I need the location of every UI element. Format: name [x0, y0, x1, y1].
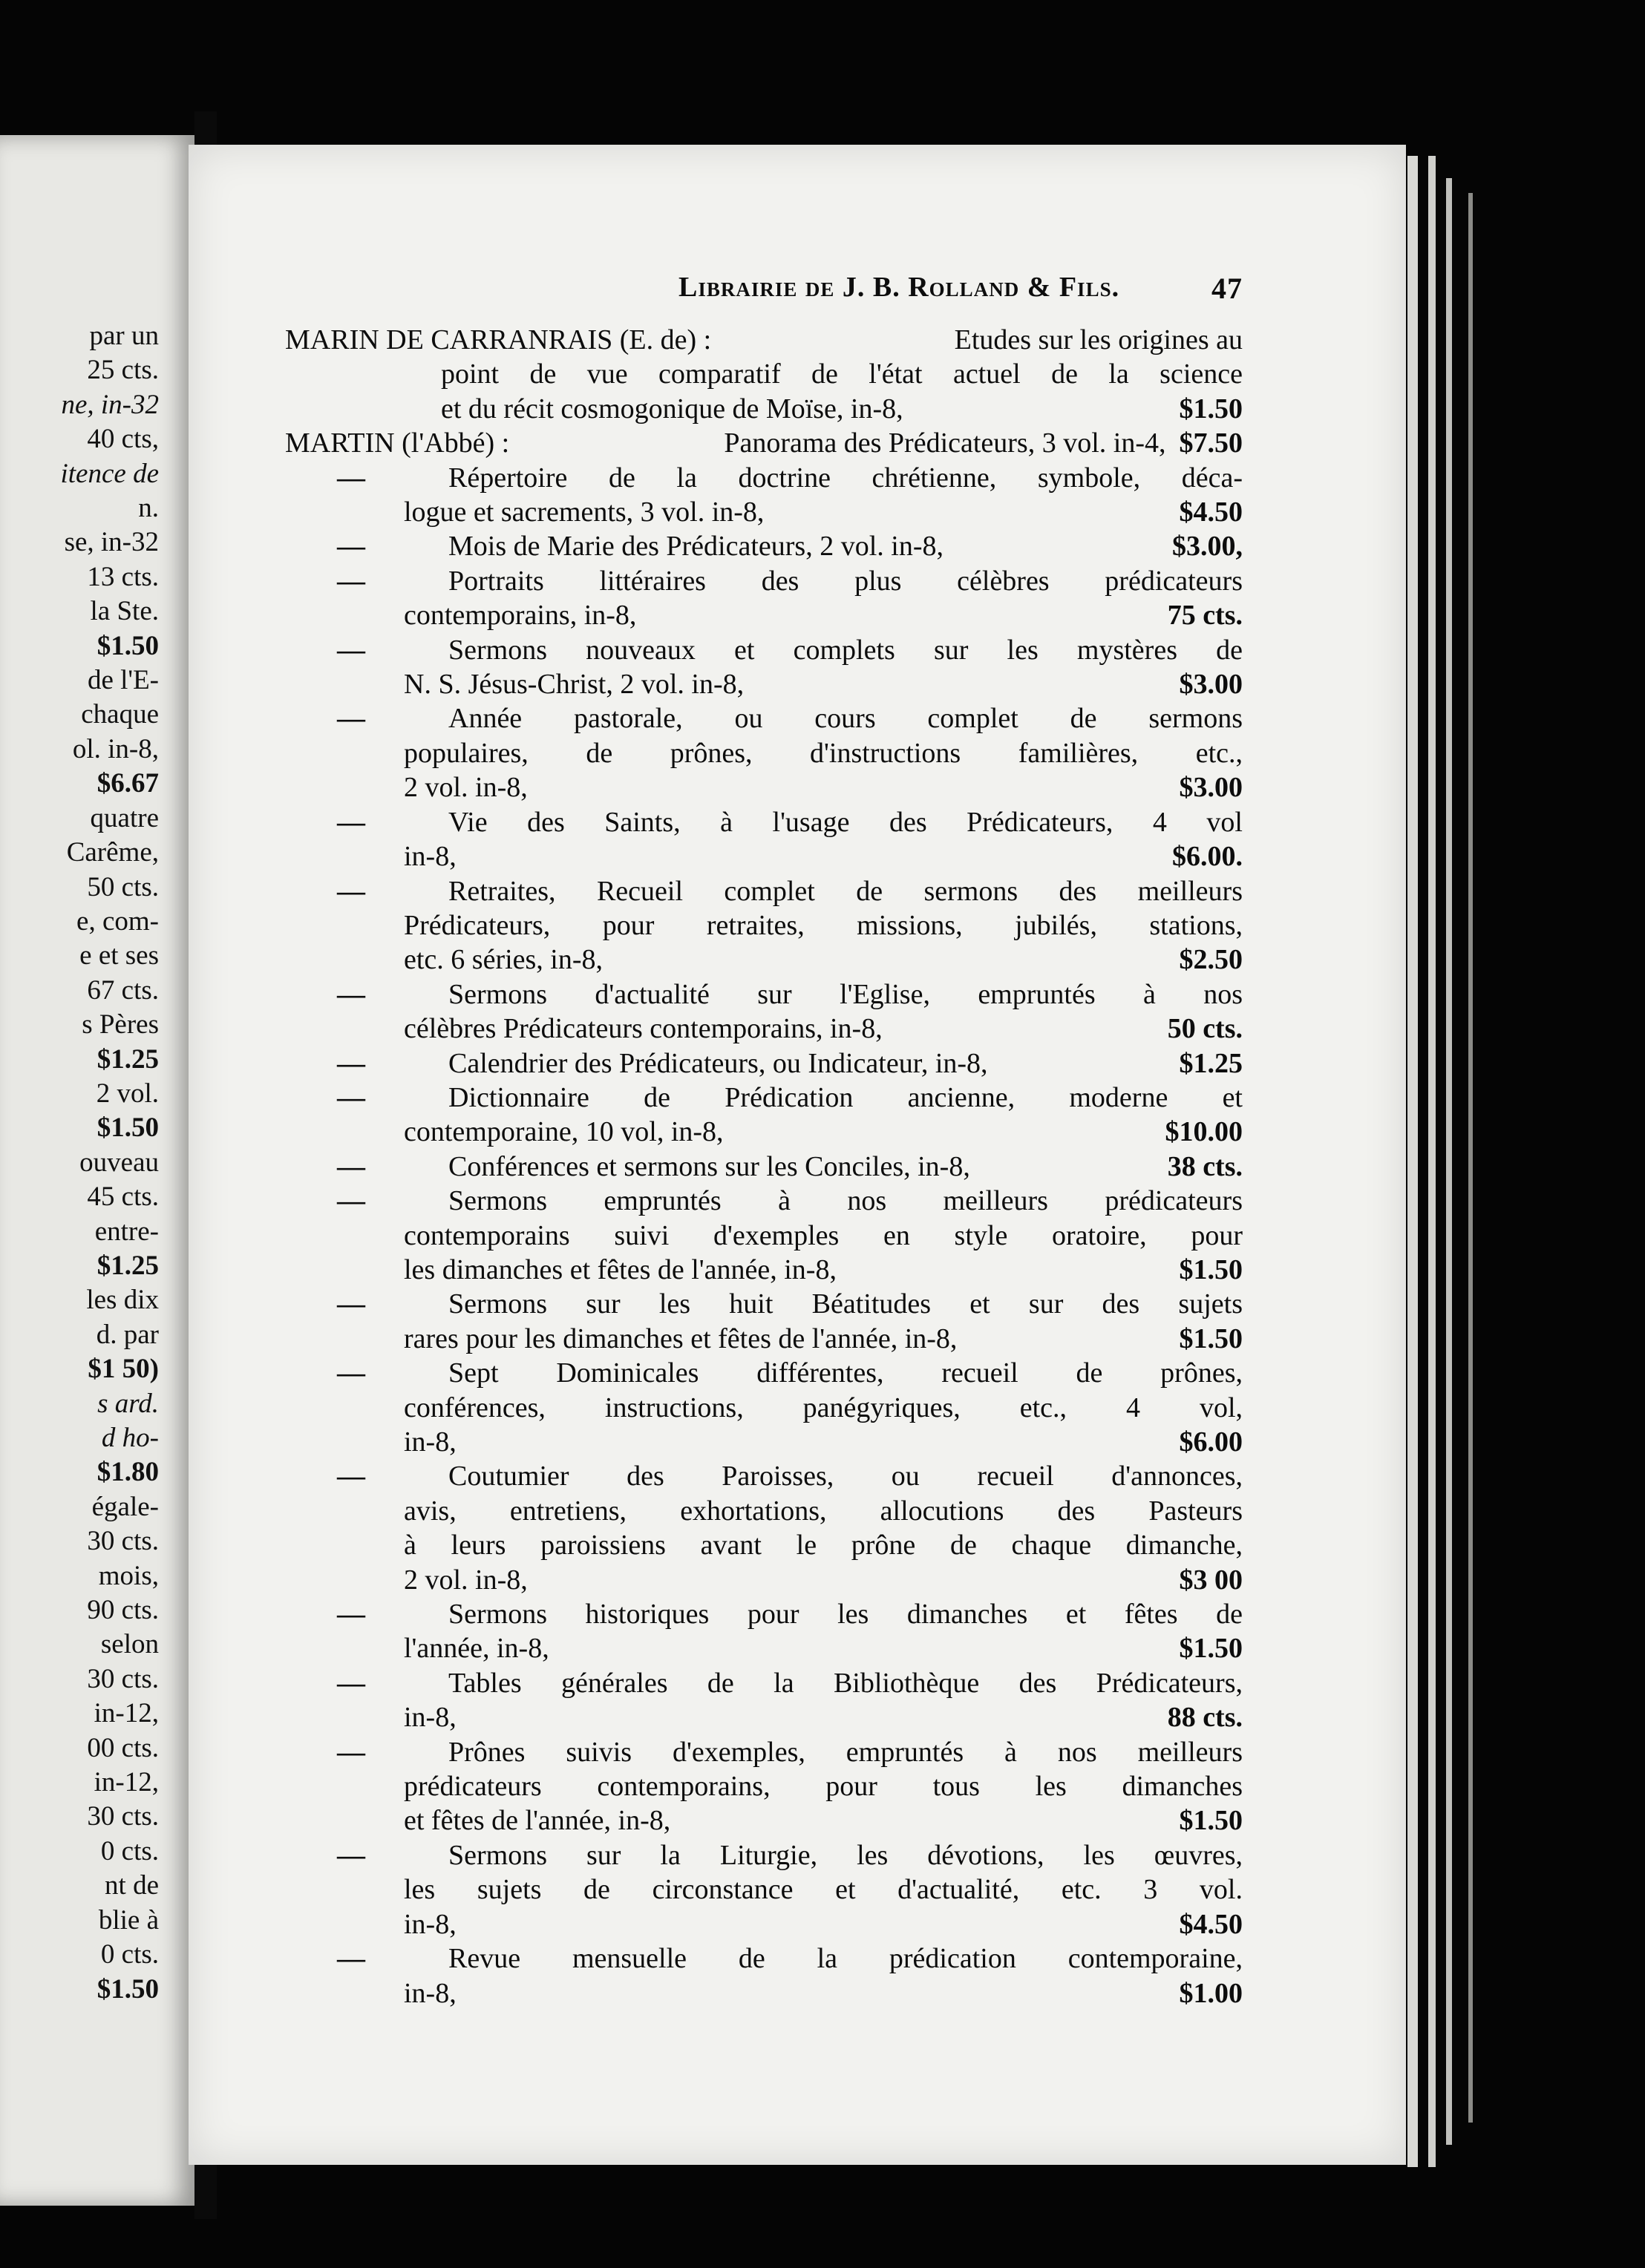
ditto-dash: — [337, 703, 365, 735]
left-page-line: $1.50 [97, 1112, 159, 1144]
entry-last-line [285, 770, 1243, 804]
catalog-entry [285, 1184, 1243, 1287]
left-page-line: 2 vol. [96, 1078, 159, 1109]
left-page-line: quatre [90, 802, 159, 833]
page-edge [1428, 156, 1436, 2167]
entry-line: Sermons sur la Liturgie, les dévotions, les œuvres, [448, 1839, 1243, 1871]
entry-last-line [285, 1150, 1243, 1184]
entry-text: Mois de Marie des Prédicateurs, 2 vol. in-8, [448, 531, 943, 563]
entry-last-line [285, 839, 1243, 874]
left-page-line: Carême, [66, 837, 159, 868]
entry-last-line [285, 1803, 1243, 1838]
left-facing-page [0, 135, 194, 2206]
entry-line: Tables générales de la Bibliothèque des Prédicateurs, [448, 1667, 1243, 1699]
entry-last-line [285, 495, 1243, 529]
left-page-line: $1.50 [97, 630, 159, 661]
left-page-line: itence de [60, 458, 159, 489]
entry-last-line [285, 1976, 1243, 2010]
entry-line: Sermons sur les huit Béatitudes et sur des sujets [448, 1288, 1243, 1320]
entry-last-line [285, 1700, 1243, 1734]
entry-price: $1.00 [1179, 1977, 1243, 2009]
entry-text: Panorama des Prédicateurs, 3 vol. in-4, [724, 427, 1166, 459]
left-page-line: selon [100, 1629, 159, 1660]
left-page-line: in-12, [94, 1698, 159, 1729]
entry-text: in-8, [404, 1426, 457, 1458]
ditto-dash: — [337, 1185, 365, 1217]
left-page-line: 13 cts. [87, 561, 159, 592]
left-page-line: s ard. [97, 1388, 159, 1419]
entry-line: Prédicateurs, pour retraites, missions, jubilés, stations, [404, 909, 1243, 941]
entry-line: populaires, de prônes, d'instructions familières, etc., [404, 737, 1243, 769]
entry-text: contemporaine, 10 vol, in-8, [404, 1116, 724, 1148]
left-page-line: par un [89, 321, 159, 351]
entry-price: $6.00 [1179, 1426, 1243, 1458]
left-page-line: chaque [81, 699, 159, 730]
entry-last-line [285, 598, 1243, 632]
entry-last-line [285, 1012, 1243, 1046]
catalog-entries [285, 323, 1243, 2010]
left-page-line: d ho- [101, 1423, 159, 1453]
catalog-entry [285, 874, 1243, 977]
catalog-entry [285, 1666, 1243, 1735]
left-page-line: $1.25 [97, 1250, 159, 1281]
left-page-line: e, com- [76, 905, 159, 937]
entry-price: $3.00, [1172, 531, 1243, 563]
entry-line: Sept Dominicales différentes, recueil de prônes, [448, 1357, 1243, 1389]
catalog-entry [285, 1081, 1243, 1150]
catalog-page [189, 145, 1406, 2165]
left-page-line: entre- [94, 1216, 159, 1247]
catalog-entry [285, 977, 1243, 1046]
entry-text: l'année, in-8, [404, 1633, 549, 1665]
entry-text: contemporains, in-8, [404, 600, 637, 632]
left-page-line: $6.67 [97, 768, 159, 799]
entry-line: les sujets de circonstance et d'actualité, etc. 3 vol. [404, 1874, 1243, 1906]
catalog-entry [285, 1150, 1243, 1184]
entry-last-line [285, 667, 1243, 701]
ditto-dash: — [337, 1047, 365, 1079]
left-page-text-column [0, 319, 159, 2007]
catalog-entry [285, 1838, 1243, 1941]
entry-last-line [285, 426, 1243, 460]
left-page-line: ouveau [79, 1147, 159, 1178]
ditto-dash: — [337, 634, 365, 666]
left-page-line: 30 cts. [87, 1663, 159, 1694]
entry-line: Revue mensuelle de la prédication contemporaine, [448, 1943, 1243, 1975]
page-content [189, 145, 1406, 2165]
page-edge [1446, 178, 1452, 2145]
entry-price: $1.50 [1179, 1323, 1243, 1354]
left-page-line: 67 cts. [87, 974, 159, 1006]
entry-last-line [285, 1046, 1243, 1081]
page-edge [1407, 156, 1418, 2167]
entry-line: prédicateurs contemporains, pour tous les dimanches [404, 1771, 1243, 1803]
entry-price: $1.50 [1179, 1253, 1243, 1285]
catalog-entry [285, 1356, 1243, 1459]
entry-line: Sermons historiques pour les dimanches et fêtes de [448, 1599, 1243, 1630]
entry-last-line [285, 392, 1243, 426]
left-page-line: $1.50 [97, 1973, 159, 2005]
left-page-line: ol. in-8, [72, 733, 159, 764]
catalog-entry [285, 1735, 1243, 1838]
entry-text: logue et sacrements, 3 vol. in-8, [404, 496, 765, 528]
left-page-line: 00 cts. [87, 1732, 159, 1763]
left-page-line: 30 cts. [87, 1526, 159, 1557]
entry-last-line [285, 1253, 1243, 1287]
entry-line: Retraites, Recueil complet de sermons des meilleurs [448, 875, 1243, 907]
entry-price: $1.50 [1179, 1633, 1243, 1665]
entry-line: Vie des Saints, à l'usage des Prédicateurs, 4 vol [448, 806, 1243, 838]
entry-line: à leurs paroissiens avant le prône de chaque dimanche, [404, 1530, 1243, 1561]
catalog-entry [285, 564, 1243, 633]
entry-price: $3 00 [1179, 1564, 1243, 1596]
entry-line: Sermons empruntés à nos meilleurs prédicateurs [448, 1185, 1243, 1217]
catalog-entry [285, 1459, 1243, 1597]
page-edge [1468, 193, 1473, 2123]
entry-line: Prônes suivis d'exemples, empruntés à nos meilleurs [448, 1736, 1243, 1768]
left-page-line: $1 50) [88, 1354, 159, 1385]
left-page-line: 45 cts. [87, 1181, 159, 1213]
catalog-entry [285, 805, 1243, 874]
entry-last-line [285, 529, 1243, 563]
entry-text: les dimanches et fêtes de l'année, in-8, [404, 1253, 837, 1285]
catalog-entry [285, 426, 1243, 460]
left-page-line: ne, in-32 [61, 389, 159, 420]
ditto-dash: — [337, 1461, 365, 1492]
entry-price: $1.50 [1179, 1805, 1243, 1837]
left-page-line: se, in-32 [64, 527, 159, 558]
left-page-line: e et ses [79, 940, 159, 971]
entry-price: $10.00 [1165, 1116, 1243, 1148]
ditto-dash: — [337, 531, 365, 563]
ditto-dash: — [337, 1667, 365, 1699]
ditto-dash: — [337, 1943, 365, 1975]
entry-last-line [285, 943, 1243, 977]
ditto-dash: — [337, 806, 365, 838]
entry-price: 75 cts. [1167, 600, 1243, 632]
catalog-entry [285, 1046, 1243, 1081]
ditto-dash: — [337, 1288, 365, 1320]
entry-text: in-8, [404, 1908, 457, 1940]
entry-last-line [285, 1631, 1243, 1665]
entry-line: avis, entretiens, exhortations, allocutions des Pasteurs [404, 1495, 1243, 1527]
entry-price: $7.50 [1179, 427, 1243, 459]
ditto-dash: — [337, 1599, 365, 1630]
left-page-line: 0 cts. [100, 1939, 159, 1970]
entry-text: in-8, [404, 1977, 457, 2009]
entry-last-line [285, 1907, 1243, 1941]
entry-line: Sermons d'actualité sur l'Eglise, empruntés à nos [448, 978, 1243, 1010]
catalog-entry [285, 529, 1243, 563]
left-page-line: blie à [98, 1904, 159, 1936]
entry-price: $1.25 [1179, 1047, 1243, 1079]
entry-price: 50 cts. [1167, 1013, 1243, 1045]
entry-price: $4.50 [1179, 496, 1243, 528]
entry-text: etc. 6 séries, in-8, [404, 944, 604, 976]
entry-price: $2.50 [1179, 944, 1243, 976]
left-page-line: égale- [91, 1491, 159, 1522]
entry-text: 2 vol. in-8, [404, 772, 528, 804]
page-number: 47 [1211, 272, 1243, 305]
ditto-dash: — [337, 565, 365, 597]
left-page-line: la Ste. [90, 596, 159, 627]
left-page-line: nt de [105, 1870, 159, 1901]
left-page-line: in-12, [94, 1767, 159, 1798]
catalog-entry [285, 1941, 1243, 2010]
entry-text: Conférences et sermons sur les Conciles, in-8, [448, 1150, 970, 1182]
catalog-entry [285, 701, 1243, 804]
entry-text: Etudes sur les origines au [954, 324, 1243, 355]
entry-line: contemporains suivi d'exemples en style oratoire, pour [404, 1219, 1243, 1251]
catalog-entry [285, 1597, 1243, 1666]
ditto-dash: — [337, 1081, 365, 1113]
entry-price: $3.00 [1179, 669, 1243, 701]
entry-price: $1.50 [1179, 393, 1243, 425]
left-page-line: s Pères [82, 1009, 159, 1040]
ditto-dash: — [337, 1357, 365, 1389]
entry-text: in-8, [404, 841, 457, 873]
entry-line: Sermons nouveaux et complets sur les mystères de [448, 634, 1243, 666]
entry-price: 88 cts. [1167, 1702, 1243, 1734]
left-page-line: 25 cts. [87, 355, 159, 386]
entry-price: $6.00. [1172, 841, 1243, 873]
left-page-line: 30 cts. [87, 1801, 159, 1832]
left-page-line: de l'E- [87, 665, 159, 696]
entry-text: 2 vol. in-8, [404, 1564, 528, 1596]
left-page-line: $1.80 [97, 1457, 159, 1488]
left-page-line: n. [138, 493, 159, 524]
entry-price: $3.00 [1179, 772, 1243, 804]
entry-text: et fêtes de l'année, in-8, [404, 1805, 671, 1837]
left-page-line: mois, [98, 1560, 159, 1591]
entry-line: Portraits littéraires des plus célèbres prédicateurs [448, 565, 1243, 597]
entry-author: MARTIN (l'Abbé) : [285, 427, 510, 459]
entry-line: point de vue comparatif de l'état actuel de la science [441, 358, 1243, 390]
entry-last-line [285, 1115, 1243, 1149]
entry-line: Coutumier des Paroisses, ou recueil d'annonces, [448, 1461, 1243, 1492]
ditto-dash: — [337, 1736, 365, 1768]
left-page-line: les dix [86, 1285, 159, 1316]
left-page-line: d. par [96, 1319, 159, 1350]
catalog-entry [285, 1287, 1243, 1356]
entry-text: rares pour les dimanches et fêtes de l'année, in-8, [404, 1323, 958, 1354]
entry-last-line [285, 1322, 1243, 1356]
left-page-line: 50 cts. [87, 871, 159, 902]
ditto-dash: — [337, 462, 365, 494]
left-page-line: 90 cts. [87, 1595, 159, 1626]
ditto-dash: — [337, 875, 365, 907]
entry-text: N. S. Jésus-Christ, 2 vol. in-8, [404, 669, 745, 701]
entry-text: Calendrier des Prédicateurs, ou Indicateur, in-8, [448, 1047, 988, 1079]
entry-last-line [285, 1425, 1243, 1459]
catalog-entry [285, 461, 1243, 530]
entry-line: Répertoire de la doctrine chrétienne, symbole, déca- [448, 462, 1243, 494]
ditto-dash: — [337, 1839, 365, 1871]
entry-line: conférences, instructions, panégyriques, etc., 4 vol, [404, 1392, 1243, 1423]
catalog-entry [285, 633, 1243, 702]
ditto-dash: — [337, 978, 365, 1010]
entry-price: $4.50 [1179, 1908, 1243, 1940]
entry-text: in-8, [404, 1702, 457, 1734]
left-page-line: 0 cts. [100, 1835, 159, 1866]
running-header [493, 271, 1243, 315]
left-page-line: $1.25 [97, 1043, 159, 1075]
left-page-line: 40 cts, [87, 424, 159, 455]
entry-price: 38 cts. [1167, 1150, 1243, 1182]
entry-line: Dictionnaire de Prédication ancienne, moderne et [448, 1081, 1243, 1113]
entry-text: et du récit cosmogonique de Moïse, in-8, [441, 393, 903, 425]
header-title: Librairie de J. B. Rolland & Fils. [678, 272, 1120, 303]
entry-last-line [285, 1563, 1243, 1597]
entry-line: Année pastorale, ou cours complet de sermons [448, 703, 1243, 735]
entry-text: célèbres Prédicateurs contemporains, in-8, [404, 1013, 883, 1045]
catalog-entry [285, 323, 1243, 426]
ditto-dash: — [337, 1150, 365, 1182]
entry-author: MARIN DE CARRANRAIS (E. de) : [285, 324, 712, 355]
entry-line [285, 323, 1243, 357]
